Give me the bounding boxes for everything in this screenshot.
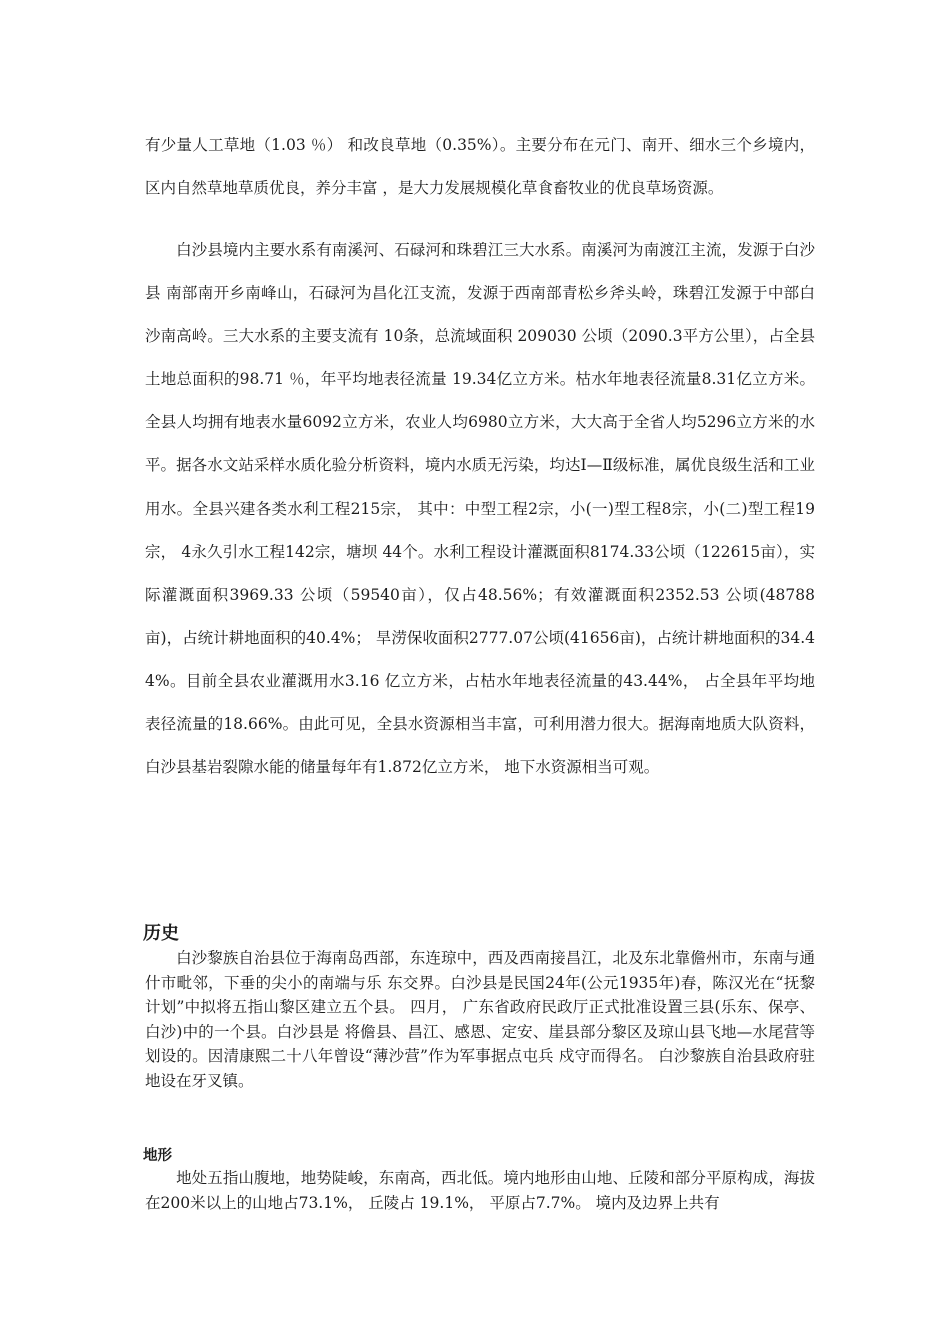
paragraph-terrain xyxy=(145,1166,815,1215)
paragraph-text: 白沙县境内主要水系有南溪河、石碌河和珠碧江三大水系。南溪河为南渡江主流，发源于白沙县 南部南开乡南峰山，石碌河为昌化江支流，发源于西南部青松乡斧头岭，珠碧江发源于中部白沙南高岭。三大水系的主要支流有 10条，总流域面积 209030 公顷（2090.3平方公里），占全县土地总面积的98.71 ％，年平均地表径流量 19.34亿立方米。枯水年地表径流量8.31亿立方米。全县人均拥有地表水量6092立方米，农业人均6980立方米，大大高于全省人均5296立方米的水平。据各水文站采样水质化验分析资料，境内水质无污染，均达Ⅰ—Ⅱ级标准，属优良级生活和工业用水。全县兴建各类水利工程215宗， 其中：中型工程2宗，小(一)型工程8宗，小(二)型工程19宗， 4永久引水工程142宗，塘坝 44个。水利工程设计灌溉面积8174.33公顷（122615亩），实际灌溉面积3969.33 公顷（59540亩），仅占48.56%；有效灌溉面积2352.53 公顷(48788亩)，占统计耕地面积的40.4%； 旱涝保收面积2777.07公顷(41656亩)，占统计耕地面积的34.44%。目前全县农业灌溉用水3.16 亿立方米，占枯水年地表径流量的43.44%， 占全县年平均地表径流量的18.66%。由此可见，全县水资源相当丰富，可利用潜力很大。据海南地质大队资料，白沙县基岩裂隙水能的储量每年有1.872亿立方米， 地下水资源相当可观。 xyxy=(145,241,815,777)
paragraph-text: 有少量人工草地（1.03 ％） 和改良草地（0.35%）。主要分布在元门、南开、细水三个乡境内，区内自然草地草质优良，养分丰富 ，是大力发展规模化草食畜牧业的优良草场资源。 xyxy=(145,136,815,197)
paragraph-grassland-summary xyxy=(145,124,815,210)
heading-history: 历史 xyxy=(143,923,179,944)
paragraph-text: 白沙黎族自治县位于海南岛西部，东连琼中，西及西南接昌江，北及东北靠儋州市，东南与通什市毗邻，下垂的尖小的南端与乐 东交界。白沙县是民国24年(公元1935年)春，陈汉光在“抚黎 计划”中拟将五指山黎区建立五个县。 四月， 广东省政府民政厅正式批准设置三县(乐东、保亭、白沙)中的一个县。白沙县是 将儋县、昌江、感恩、定安、崖县部分黎区及琼山县飞地—水尾营等划设的。因清康熙二十八年曾设“薄沙营”作为军事据点屯兵 戍守而得名。 白沙黎族自治县政府驻地设在牙叉镇。 xyxy=(145,949,815,1090)
paragraph-history xyxy=(145,946,815,1093)
paragraph-text: 地处五指山腹地，地势陡峻，东南高，西北低。境内地形由山地、丘陵和部分平原构成，海拔在200米以上的山地占73.1%， 丘陵占 19.1%， 平原占7.7%。 境内及边界上共有 xyxy=(145,1169,815,1212)
heading-terrain: 地形 xyxy=(143,1148,172,1164)
paragraph-water-resources xyxy=(145,229,815,789)
